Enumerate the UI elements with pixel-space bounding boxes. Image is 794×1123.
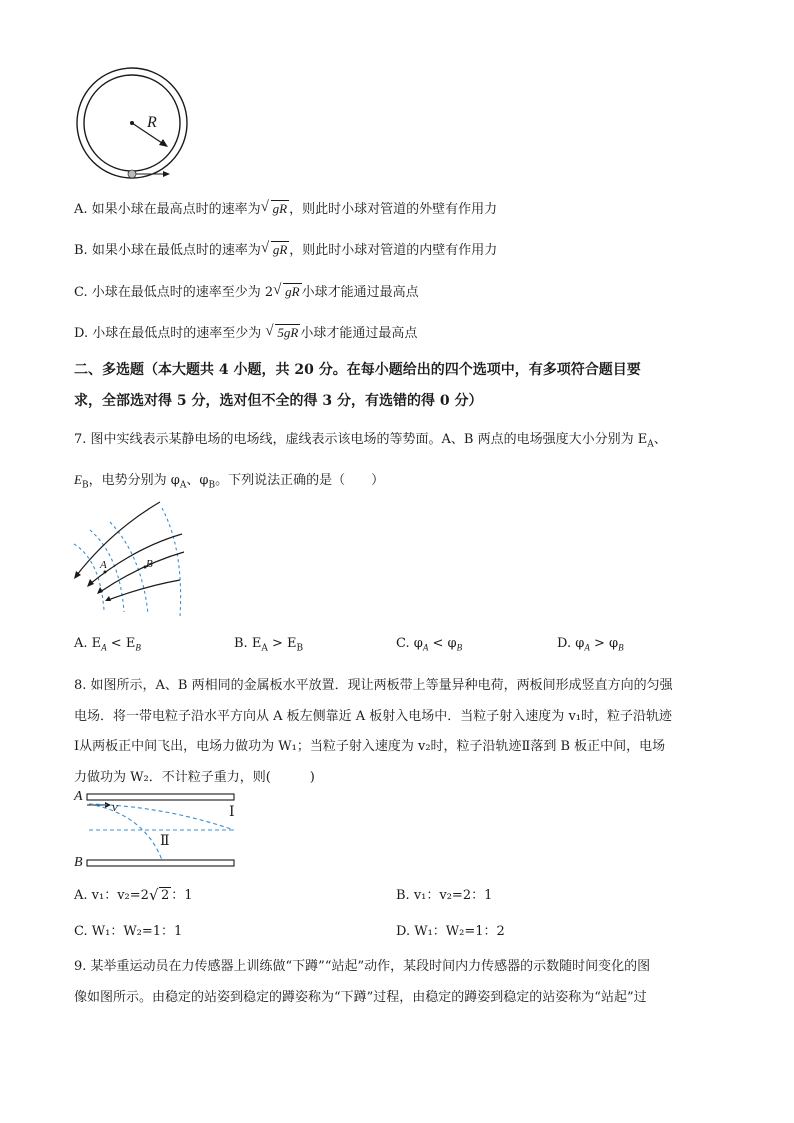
ring-figure — [70, 68, 200, 183]
q7-stem-line1: 7. 图中实线表示某静电场的电场线，虚线表示该电场的等势面。A、B 两点的电场强度大小分别为 $E_A$、 — [74, 432, 667, 450]
q8-stem-line3: Ⅰ从两板正中间飞出，电场力做功为 W₁；当粒子射入速度为 v₂时，粒子沿轨迹Ⅱ落到 B 板正中间，电场 — [74, 739, 666, 754]
q6-option-a[interactable]: A. 如果小球在最高点时的速率为√ gR ，则此时小球对管道的外壁有作用力 — [74, 198, 497, 217]
field-point-a: A — [100, 559, 107, 571]
trajectory-one-label: Ⅰ — [229, 805, 235, 820]
ring-radius-label: R — [147, 114, 157, 131]
field-lines-figure — [72, 500, 192, 620]
q8-stem-line4: 力做功为 W₂．不计粒子重力，则( ) — [74, 770, 315, 785]
q9-stem-line2: 像如图所示。由稳定的站姿到稳定的蹲姿称为“下蹲”过程，由稳定的蹲姿到稳定的站姿称为“站起”过 — [74, 990, 647, 1005]
q9-stem-line1: 9. 某举重运动员在力传感器上训练做“下蹲”“站起”动作，某段时间内力传感器的示数随时间变化的图 — [74, 959, 651, 974]
plate-a-label: A — [74, 789, 83, 804]
q8-stem-line2: 电场．将一带电粒子沿水平方向从 A 板左侧靠近 A 板射入电场中．当粒子射入速度为 v₁时，粒子沿轨迹 — [74, 709, 672, 724]
ball — [128, 170, 136, 178]
q7-option-a[interactable]: A. $E_A < E_B$ — [74, 636, 141, 653]
q7-stem-line2: $E_B$，电势分别为 $\varphi_A$、$\varphi_B$。下列说法正确的是（ ） — [74, 472, 385, 491]
q8-option-d[interactable]: D. W₁：W₂=1：2 — [396, 924, 505, 939]
q8-option-b[interactable]: B. v₁：v₂=2：1 — [396, 888, 493, 903]
velocity-label: v — [112, 799, 118, 814]
q7-option-d[interactable]: D. $\varphi_A > \varphi_B$ — [557, 636, 624, 653]
q8-stem-line1: 8. 如图所示，A、B 两相同的金属板水平放置．现让两板带上等量异种电荷，两板间形成竖直方向的匀强 — [74, 678, 673, 693]
q6-option-b[interactable]: B. 如果小球在最低点时的速率为√ gR ，则此时小球对管道的内壁有作用力 — [74, 239, 497, 258]
q6-option-d[interactable]: D. 小球在最低点时的速率至少为 √ 5gR 小球才能通过最高点 — [74, 322, 417, 341]
plate-a — [87, 794, 234, 800]
plate-b — [87, 860, 234, 866]
field-point-b: B — [146, 558, 153, 570]
q7-option-b[interactable]: B. $E_A > E_B$ — [234, 636, 304, 654]
q8-option-c[interactable]: C. W₁：W₂=1：1 — [74, 924, 183, 939]
plate-b-label: B — [74, 855, 83, 870]
section-heading-line2: 求，全部选对得 5 分，选对但不全的得 3 分，有选错的得 0 分） — [74, 393, 483, 409]
q7-option-c[interactable]: C. $\varphi_A < \varphi_B$ — [396, 636, 463, 653]
trajectory-two-label: Ⅱ — [160, 834, 170, 849]
plates-figure — [84, 790, 244, 870]
q8-option-a[interactable]: A. v₁：v₂=2√ 2 ：1 — [74, 884, 193, 903]
q6-option-c[interactable]: C. 小球在最低点时的速率至少为 2√ gR 小球才能通过最高点 — [74, 281, 419, 300]
section-heading-line1: 二、多选题（本大题共 4 小题，共 20 分。在每小题给出的四个选项中，有多项符合题目要 — [74, 362, 641, 378]
